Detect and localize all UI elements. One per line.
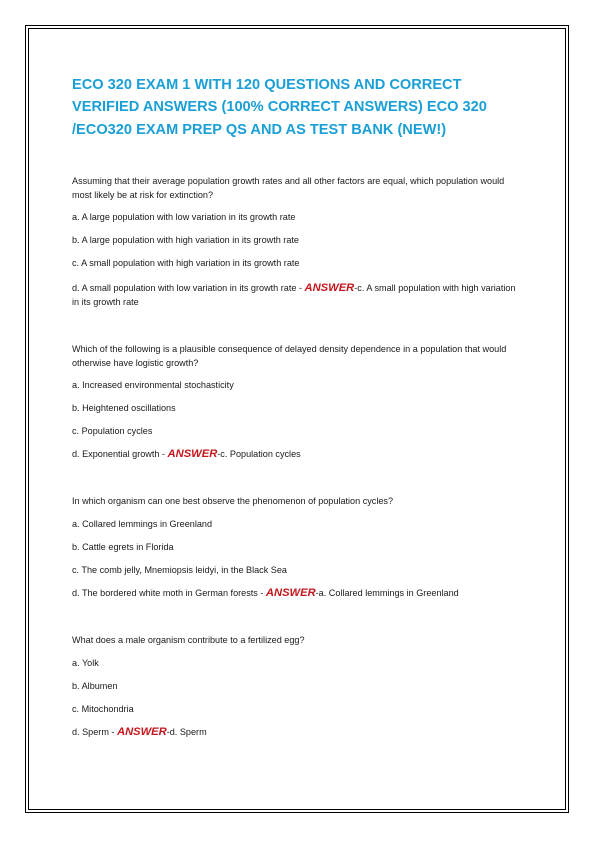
question-3-option-b: b. Cattle egrets in Florida: [72, 542, 174, 552]
question-2-option-a: a. Increased environmental stochasticity: [72, 380, 234, 390]
question-1-option-b: b. A large population with high variation in its growth rate: [72, 235, 299, 245]
question-1-option-d: d. A small population with low variation in its growth rate -: [72, 283, 305, 293]
answer-marker-label: ANSWER: [265, 587, 316, 599]
question-2-option-c: c. Population cycles: [72, 426, 153, 436]
question-1-prompt: Assuming that their average population growth rates and all other factors are equal, which population would most likely be at risk for extinction?: [72, 176, 505, 200]
question-3-option-c: c. The comb jelly, Mnemiopsis leidyi, in the Black Sea: [72, 565, 287, 575]
answer-marker-label: ANSWER: [116, 726, 167, 738]
question-1-answer: -c. A small population with high variation in its growth rate: [72, 283, 516, 307]
question-1-option-a: a. A large population with low variation in its growth rate: [72, 212, 296, 222]
question-3-prompt: In which organism can one best observe the phenomenon of population cycles?: [72, 496, 394, 506]
question-2-option-d-with-answer: [72, 447, 522, 461]
question-2-prompt: Which of the following is a plausible consequence of delayed density dependence in a population that would otherwise have logistic growth?: [72, 344, 507, 368]
question-2-answer: -c. Population cycles: [217, 449, 301, 459]
document-title: ECO 320 EXAM 1 WITH 120 QUESTIONS AND CORRECT VERIFIED ANSWERS (100% CORRECT ANSWERS) ECO 320 /ECO320 EXAM PREP QS AND AS TEST BANK (NEW!): [72, 77, 487, 138]
page-border: [25, 25, 569, 813]
question-3-option-d: d. The bordered white moth in German forests -: [72, 588, 266, 598]
question-1-option-c: c. A small population with high variation in its growth rate: [72, 258, 300, 268]
question-4-option-b: b. Albumen: [72, 681, 118, 691]
question-3-answer: -a. Collared lemmings in Greenland: [315, 588, 459, 598]
answer-marker-label: ANSWER: [167, 448, 218, 460]
question-2-option-b: b. Heightened oscillations: [72, 403, 176, 413]
question-3-option-a: a. Collared lemmings in Greenland: [72, 519, 213, 529]
question-4-option-c: c. Mitochondria: [72, 704, 134, 714]
question-4-answer: -d. Sperm: [166, 727, 207, 737]
question-2-option-d: d. Exponential growth -: [72, 449, 168, 459]
question-4-option-a: a. Yolk: [72, 658, 99, 668]
question-3-option-d-with-answer: [72, 586, 522, 600]
question-4-option-d: d. Sperm -: [72, 727, 117, 737]
question-1-option-d-with-answer: [72, 281, 522, 309]
question-4-option-d-with-answer: [72, 725, 522, 739]
answer-marker-label: ANSWER: [304, 282, 355, 294]
question-4-prompt: What does a male organism contribute to a fertilized egg?: [72, 635, 305, 645]
